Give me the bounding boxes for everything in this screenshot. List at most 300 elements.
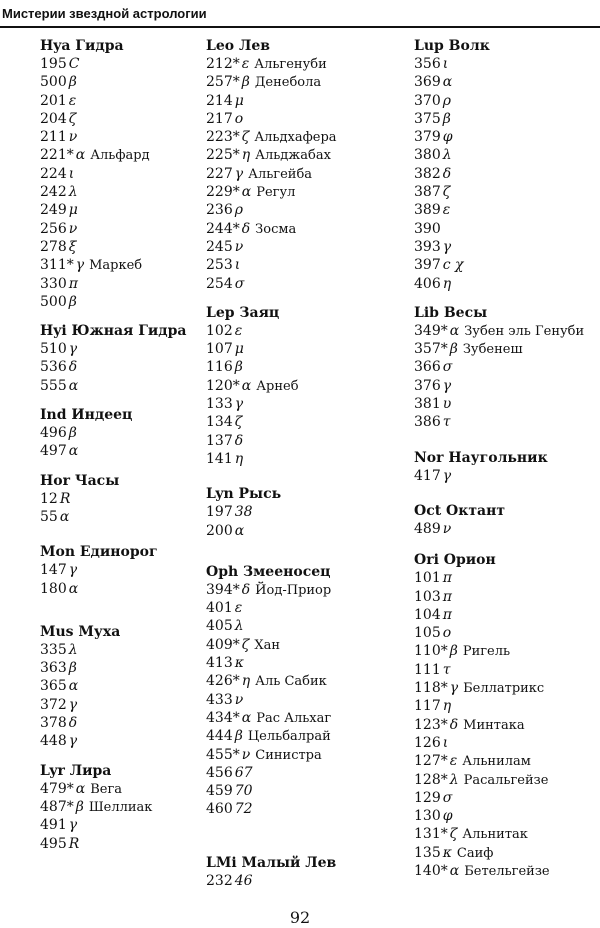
star-entry xyxy=(40,73,206,91)
star-designation: λ xyxy=(68,641,78,658)
star-designation: ε xyxy=(241,56,250,72)
star-number: 380 xyxy=(414,147,441,164)
star-designation: ε xyxy=(234,322,243,339)
star-entry xyxy=(414,569,600,587)
star-designation: β xyxy=(234,359,243,376)
star-designation: δ xyxy=(449,716,459,733)
star-number: 135 xyxy=(414,844,441,861)
star-designation: λ xyxy=(234,618,244,635)
star-name: Аль Сабик xyxy=(255,674,327,690)
star-number: 433 xyxy=(206,691,233,708)
constellation-section xyxy=(206,486,410,540)
star-designation: α xyxy=(68,678,79,695)
star-number: 147 xyxy=(40,562,67,579)
star-entry xyxy=(414,467,600,485)
star-name: Синистра xyxy=(255,747,322,763)
column-3 xyxy=(414,38,600,880)
star-designation: ι xyxy=(442,734,449,751)
star-designation: γ xyxy=(234,165,244,182)
star-entry xyxy=(414,679,600,697)
star-entry xyxy=(206,450,410,468)
star-name: Зубен эль Генуби xyxy=(464,323,585,339)
star-entry xyxy=(414,825,600,843)
star-entry xyxy=(206,672,410,690)
star-designation: α xyxy=(449,862,460,879)
star-entry xyxy=(414,92,600,110)
star-entry xyxy=(206,709,410,727)
star-designation: γ xyxy=(68,562,78,579)
constellation-title: Oct Октант xyxy=(414,502,506,519)
star-number: 409* xyxy=(206,636,240,653)
star-number: 229* xyxy=(206,184,240,201)
star-number: 55 xyxy=(40,508,58,525)
star-entry xyxy=(414,238,600,256)
star-designation: β xyxy=(449,341,458,358)
star-designation: β xyxy=(241,74,250,91)
star-number: 120* xyxy=(206,377,240,394)
star-designation: υ xyxy=(442,396,452,413)
star-designation: π xyxy=(442,588,452,605)
star-name: Минтака xyxy=(463,717,525,733)
star-designation: γ xyxy=(75,257,85,274)
star-designation: κ xyxy=(442,844,452,861)
constellation-title: Ori Орион xyxy=(414,552,496,569)
star-designation: μ xyxy=(234,92,244,109)
star-number: 117 xyxy=(414,698,441,715)
constellation-title: Hor Часы xyxy=(40,472,120,489)
star-entry xyxy=(206,522,410,540)
star-entry xyxy=(414,165,600,183)
star-number: 111 xyxy=(414,661,441,678)
constellation-title: Lep Заяц xyxy=(206,304,280,321)
star-entry xyxy=(40,165,206,183)
column-1 xyxy=(40,38,206,853)
constellation-title: Lup Волк xyxy=(414,38,490,54)
star-designation: ζ xyxy=(241,129,250,146)
star-number: 245 xyxy=(206,238,233,255)
star-entry xyxy=(206,340,410,358)
star-designation: λ xyxy=(68,184,78,201)
star-designation: α xyxy=(68,377,79,394)
constellation-title: Lyn Рысь xyxy=(206,486,282,503)
star-entry xyxy=(206,358,410,376)
star-entry xyxy=(414,73,600,91)
star-number: 387 xyxy=(414,184,441,201)
star-number: 356 xyxy=(414,56,441,72)
star-designation: β xyxy=(442,110,451,127)
star-entry xyxy=(414,588,600,606)
star-designation: ο xyxy=(442,625,452,642)
star-number: 394* xyxy=(206,581,240,598)
star-designation: β xyxy=(68,425,77,442)
star-designation: 38 xyxy=(234,504,253,521)
star-name: Маркеб xyxy=(89,258,143,274)
star-number: 555 xyxy=(40,377,67,394)
star-number: 510 xyxy=(40,341,67,358)
star-number: 390 xyxy=(414,220,441,237)
star-number: 378 xyxy=(40,715,67,732)
star-name: Цельбалрай xyxy=(247,729,331,745)
star-number: 495 xyxy=(40,835,67,852)
star-number: 126 xyxy=(414,734,441,751)
star-designation: δ xyxy=(241,220,251,237)
star-entry xyxy=(414,624,600,642)
star-name: Альдхафера xyxy=(254,130,337,146)
star-designation: ν xyxy=(234,691,244,708)
star-number: 448 xyxy=(40,733,67,750)
star-designation: ε xyxy=(234,600,243,617)
star-name: Йод-Приор xyxy=(255,582,332,598)
star-entry xyxy=(414,642,600,660)
star-designation: 46 xyxy=(234,872,253,889)
star-number: 123* xyxy=(414,716,448,733)
constellation-section xyxy=(414,503,600,538)
star-entry xyxy=(206,746,410,764)
star-number: 459 xyxy=(206,783,233,800)
star-number: 103 xyxy=(414,588,441,605)
star-entry xyxy=(40,256,206,274)
star-number: 129 xyxy=(414,789,441,806)
star-entry xyxy=(40,128,206,146)
star-name: Ригель xyxy=(462,644,511,660)
star-entry xyxy=(206,110,410,128)
constellation-section xyxy=(206,564,410,819)
star-entry xyxy=(206,55,410,73)
star-number: 460 xyxy=(206,801,233,818)
star-designation: κ xyxy=(234,655,244,672)
star-number: 406 xyxy=(414,275,441,292)
star-number: 217 xyxy=(206,110,233,127)
star-designation: η xyxy=(442,275,452,292)
star-designation: 70 xyxy=(234,783,253,800)
star-entry xyxy=(206,872,410,890)
star-designation: σ xyxy=(442,359,453,376)
star-name: Альгенуби xyxy=(254,57,327,72)
star-designation: ρ xyxy=(234,202,243,219)
star-designation: η xyxy=(234,450,244,467)
star-number: 379 xyxy=(414,129,441,146)
star-number: 180 xyxy=(40,580,67,597)
star-designation: λ xyxy=(449,771,459,788)
star-number: 118* xyxy=(414,680,448,697)
star-entry xyxy=(40,358,206,376)
star-designation: ξ xyxy=(68,238,77,255)
star-entry xyxy=(206,220,410,238)
star-entry xyxy=(40,798,206,816)
star-number: 254 xyxy=(206,275,233,292)
star-designation: δ xyxy=(442,165,452,182)
star-entry xyxy=(206,128,410,146)
star-entry xyxy=(40,677,206,695)
star-entry xyxy=(414,844,600,862)
star-designation: α xyxy=(59,508,70,525)
star-entry xyxy=(40,55,206,73)
page-header xyxy=(0,0,600,28)
star-designation: η xyxy=(241,147,251,164)
star-entry xyxy=(206,782,410,800)
star-number: 140* xyxy=(414,862,448,879)
star-entry xyxy=(414,275,600,293)
star-entry xyxy=(206,764,410,782)
star-designation: δ xyxy=(234,432,244,449)
star-designation: α xyxy=(68,443,79,460)
star-number: 130 xyxy=(414,808,441,825)
star-entry xyxy=(206,599,410,617)
star-entry xyxy=(40,561,206,579)
star-designation: ζ xyxy=(68,110,77,127)
star-number: 349* xyxy=(414,322,448,339)
star-number: 456 xyxy=(206,764,233,781)
star-number: 195 xyxy=(40,56,67,72)
star-number: 479* xyxy=(40,780,74,797)
star-entry xyxy=(414,413,600,431)
star-number: 256 xyxy=(40,220,67,237)
star-number: 102 xyxy=(206,322,233,339)
star-name: Саиф xyxy=(456,845,494,861)
star-designation: α xyxy=(234,522,245,539)
star-designation: τ xyxy=(442,414,451,431)
constellation-section xyxy=(414,305,600,432)
star-entry xyxy=(40,293,206,311)
constellation-section xyxy=(206,855,410,890)
star-entry xyxy=(40,641,206,659)
star-number: 128* xyxy=(414,771,448,788)
star-designation: π xyxy=(442,606,452,623)
star-entry xyxy=(40,780,206,798)
star-number: 426* xyxy=(206,673,240,690)
star-entry xyxy=(40,580,206,598)
star-number: 253 xyxy=(206,257,233,274)
star-number: 393 xyxy=(414,238,441,255)
star-designation: ζ xyxy=(234,414,243,431)
star-number: 417 xyxy=(414,467,441,484)
star-designation: α xyxy=(442,74,453,91)
star-designation: α xyxy=(68,580,79,597)
star-designation: ι xyxy=(234,257,241,274)
star-entry xyxy=(40,424,206,442)
star-entry xyxy=(40,183,206,201)
star-designation: δ xyxy=(68,715,78,732)
star-number: 249 xyxy=(40,202,67,219)
star-name: Шеллиак xyxy=(88,799,153,815)
star-designation: β xyxy=(449,643,458,660)
star-designation: β xyxy=(68,74,77,91)
constellation-title: Leo Лев xyxy=(206,38,270,54)
star-designation: α xyxy=(241,709,252,726)
star-name: Расальгейзе xyxy=(463,772,549,788)
star-number: 257* xyxy=(206,74,240,91)
star-entry xyxy=(414,606,600,624)
star-number: 212* xyxy=(206,56,240,72)
column-2 xyxy=(206,38,410,890)
star-number: 496 xyxy=(40,425,67,442)
star-number: 382 xyxy=(414,165,441,182)
star-entry xyxy=(206,581,410,599)
star-number: 536 xyxy=(40,359,67,376)
star-number: 221* xyxy=(40,147,74,164)
star-entry xyxy=(206,377,410,395)
star-entry xyxy=(414,358,600,376)
star-number: 244* xyxy=(206,220,240,237)
constellation-title: Mus Муха xyxy=(40,623,121,640)
star-entry xyxy=(414,862,600,880)
star-number: 12 xyxy=(40,490,58,507)
constellation-title: Oph Змееносец xyxy=(206,563,331,580)
star-designation: μ xyxy=(234,341,244,358)
star-designation: R xyxy=(68,835,80,852)
star-number: 105 xyxy=(414,625,441,642)
star-name: Альнилам xyxy=(462,754,531,770)
star-entry xyxy=(40,238,206,256)
constellation-section xyxy=(206,305,410,468)
constellation-section xyxy=(414,38,600,293)
star-designation: c χ xyxy=(442,257,464,274)
star-entry xyxy=(206,800,410,818)
page-number: 92 xyxy=(289,908,311,927)
star-number: 211 xyxy=(40,129,67,146)
star-designation: γ xyxy=(68,817,78,834)
constellation-section xyxy=(40,473,206,527)
star-entry xyxy=(414,661,600,679)
star-entry xyxy=(206,691,410,709)
star-designation: ε xyxy=(68,92,77,109)
star-number: 201 xyxy=(40,92,67,109)
star-number: 232 xyxy=(206,872,233,889)
star-name: Зосма xyxy=(255,221,297,237)
constellation-section xyxy=(414,450,600,485)
star-number: 401 xyxy=(206,600,233,617)
star-number: 369 xyxy=(414,74,441,91)
star-designation: γ xyxy=(442,377,452,394)
star-entry xyxy=(414,256,600,274)
constellation-title: Ind Индеец xyxy=(40,407,133,424)
star-number: 236 xyxy=(206,202,233,219)
star-number: 413 xyxy=(206,655,233,672)
star-number: 434* xyxy=(206,709,240,726)
star-entry xyxy=(206,654,410,672)
star-designation: φ xyxy=(442,129,453,146)
star-entry xyxy=(414,697,600,715)
star-number: 197 xyxy=(206,504,233,521)
star-name: Регул xyxy=(256,185,296,201)
running-title: Мистерии звездной астрологии xyxy=(2,6,207,21)
star-designation: δ xyxy=(241,581,251,598)
header-rule xyxy=(0,26,600,28)
star-number: 225* xyxy=(206,147,240,164)
star-designation: ζ xyxy=(449,826,458,843)
star-entry xyxy=(206,322,410,340)
star-entry xyxy=(40,490,206,508)
star-entry xyxy=(206,73,410,91)
star-designation: γ xyxy=(68,341,78,358)
constellation-section xyxy=(40,763,206,853)
star-designation: ν xyxy=(442,520,452,537)
star-number: 497 xyxy=(40,443,67,460)
star-entry xyxy=(206,238,410,256)
star-entry xyxy=(414,110,600,128)
star-designation: β xyxy=(68,660,77,677)
star-designation: γ xyxy=(442,467,452,484)
star-entry xyxy=(206,183,410,201)
star-number: 489 xyxy=(414,520,441,537)
star-designation: ν xyxy=(234,238,244,255)
constellation-section xyxy=(40,544,206,598)
star-designation: ν xyxy=(68,220,78,237)
star-number: 137 xyxy=(206,432,233,449)
star-entry xyxy=(40,201,206,219)
star-number: 376 xyxy=(414,377,441,394)
star-name: Зубенеш xyxy=(462,342,523,358)
star-entry xyxy=(414,377,600,395)
star-entry xyxy=(414,220,600,238)
star-designation: β xyxy=(75,798,84,815)
star-number: 224 xyxy=(40,165,67,182)
star-entry xyxy=(206,146,410,164)
star-designation: μ xyxy=(68,202,78,219)
star-entry xyxy=(206,636,410,654)
star-entry xyxy=(206,413,410,431)
star-entry xyxy=(206,256,410,274)
star-entry xyxy=(206,617,410,635)
star-number: 375 xyxy=(414,110,441,127)
star-designation: α xyxy=(449,322,460,339)
star-designation: η xyxy=(241,673,251,690)
star-entry xyxy=(206,92,410,110)
star-designation: η xyxy=(442,698,452,715)
constellation-section xyxy=(414,552,600,880)
star-number: 500 xyxy=(40,293,67,310)
star-entry xyxy=(206,165,410,183)
star-designation: ζ xyxy=(442,184,451,201)
star-designation: 72 xyxy=(234,801,253,818)
star-designation: ι xyxy=(68,165,75,182)
star-entry xyxy=(206,432,410,450)
star-entry xyxy=(414,322,600,340)
star-name: Беллатрикс xyxy=(463,681,545,697)
star-number: 386 xyxy=(414,414,441,431)
star-number: 141 xyxy=(206,450,233,467)
star-number: 363 xyxy=(40,660,67,677)
star-designation: ε xyxy=(442,202,451,219)
star-entry xyxy=(206,201,410,219)
star-number: 389 xyxy=(414,202,441,219)
star-name: Альджабах xyxy=(255,148,331,164)
star-name: Бетельгейзе xyxy=(464,863,550,879)
star-designation: ν xyxy=(241,746,251,763)
star-designation: α xyxy=(75,780,86,797)
star-designation: τ xyxy=(442,661,451,678)
star-entry xyxy=(40,816,206,834)
star-designation: ε xyxy=(449,753,458,770)
star-entry xyxy=(414,183,600,201)
constellation-section xyxy=(40,323,206,395)
star-name: Альфард xyxy=(90,148,150,164)
star-name: Рас Альхаг xyxy=(256,710,332,726)
star-designation: 67 xyxy=(234,764,253,781)
star-number: 365 xyxy=(40,678,67,695)
star-number: 104 xyxy=(414,606,441,623)
star-entry xyxy=(40,340,206,358)
star-name: Альнитак xyxy=(462,827,528,843)
star-number: 455* xyxy=(206,746,240,763)
star-designation: α xyxy=(241,377,252,394)
star-designation: R xyxy=(59,490,71,507)
star-entry xyxy=(40,659,206,677)
star-designation: γ xyxy=(234,396,244,413)
star-entry xyxy=(414,55,600,73)
star-name: Арнеб xyxy=(256,378,299,394)
star-number: 335 xyxy=(40,641,67,658)
